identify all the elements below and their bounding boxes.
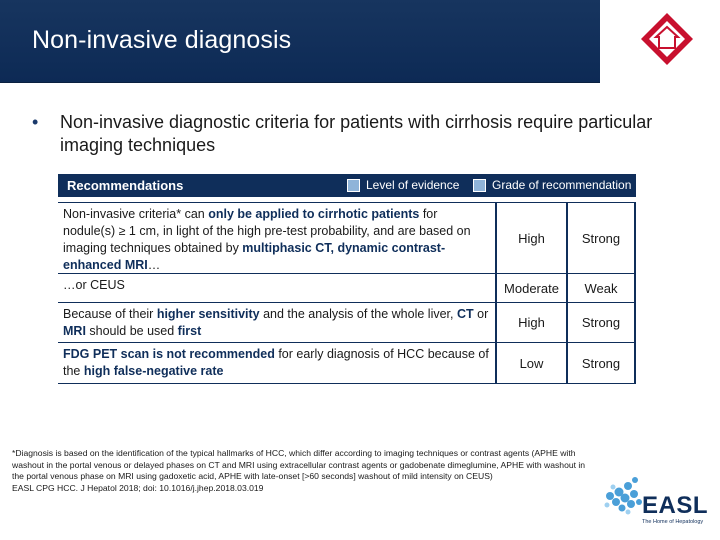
- bullet-point: [32, 111, 672, 157]
- header-recommendations: Recommendations: [67, 178, 184, 193]
- legend-grade-of-recommendation: [473, 178, 631, 192]
- easl-logo: [602, 472, 712, 532]
- emphasis-text: high false-negative rate: [83, 364, 224, 378]
- footnote-citation: EASL CPG HCC. J Hepatol 2018; doi: 10.1016/j.jhep.2018.03.019: [12, 482, 264, 493]
- grade-cell: Strong: [568, 343, 636, 383]
- emphasis-text: first: [177, 324, 202, 338]
- legend-swatch-level: [347, 179, 360, 192]
- emphasis-text: CT: [456, 307, 474, 321]
- emphasis-text: higher sensitivity: [156, 307, 260, 321]
- level-of-evidence-cell: High: [497, 303, 568, 342]
- grade-cell: Strong: [568, 203, 636, 273]
- emphasis-text: FDG PET scan is not recommended: [63, 347, 275, 361]
- body-text: for nodule(s) ≥ 1 cm, in light of the high pre-test probability, and are based on imaging techniques obtained by: [63, 207, 471, 255]
- recommendation-text: [58, 274, 497, 302]
- easl-logo-text: EASL: [642, 492, 709, 519]
- home-button[interactable]: [640, 12, 694, 66]
- table-row: [58, 202, 636, 274]
- body-text: should be used: [85, 324, 178, 338]
- body-text: and the analysis of the whole liver,: [259, 307, 457, 321]
- table-row: [58, 303, 636, 343]
- legend-swatch-grade: [473, 179, 486, 192]
- emphasis-text: only be applied to cirrhotic patients: [208, 207, 420, 221]
- grade-cell: Strong: [568, 303, 636, 342]
- bullet-marker: •: [32, 112, 39, 132]
- table-row: [58, 343, 636, 384]
- body-text: or: [473, 307, 489, 321]
- body-text: for early diagnosis of HCC because of the: [63, 347, 489, 378]
- legend-grade-label: Grade of recommendation: [492, 178, 632, 192]
- legend-level-label: Level of evidence: [366, 178, 460, 192]
- level-of-evidence-cell: High: [497, 203, 568, 273]
- easl-logo-tagline: The Home of Hepatology: [642, 519, 704, 525]
- home-icon: [640, 12, 694, 66]
- slide-header: [0, 0, 720, 85]
- level-of-evidence-cell: Moderate: [497, 274, 568, 302]
- level-of-evidence-cell: Low: [497, 343, 568, 383]
- recommendation-text: [58, 203, 497, 273]
- table-row: [58, 274, 636, 303]
- body-text: Because of their: [63, 307, 157, 321]
- recommendations-table: [58, 174, 636, 384]
- emphasis-text: multiphasic CT, dynamic contrast-enhanced MRI: [63, 241, 446, 272]
- body-text: …: [147, 258, 161, 272]
- footnote: [12, 448, 592, 494]
- body-text: …or CEUS: [63, 278, 125, 292]
- slide-title: Non-invasive diagnosis: [32, 26, 292, 54]
- grade-cell: Weak: [568, 274, 636, 302]
- table-header: [58, 174, 636, 197]
- title-bar: [0, 0, 600, 83]
- footnote-definition: *Diagnosis is based on the identification of the typical hallmarks of HCC, which differ according to imaging techniques or contrast agents (APHE with washout in the portal venous or delayed phases on CT and MRI using extracellular contrast agents or gadobenate dimeglumine, APHE with washout in the portal venous phase on MRI using gadoxetic acid, APHE with late-onset [>60 seconds] washout of mild intensity on CEUS): [12, 448, 586, 482]
- recommendation-text: [58, 343, 497, 383]
- legend-level-of-evidence: [347, 178, 459, 192]
- recommendation-text: [58, 303, 497, 342]
- bullet-text: Non-invasive diagnostic criteria for patients with cirrhosis require particular imaging techniques: [60, 112, 653, 155]
- body-text: Non-invasive criteria* can: [63, 207, 209, 221]
- emphasis-text: MRI: [63, 324, 86, 338]
